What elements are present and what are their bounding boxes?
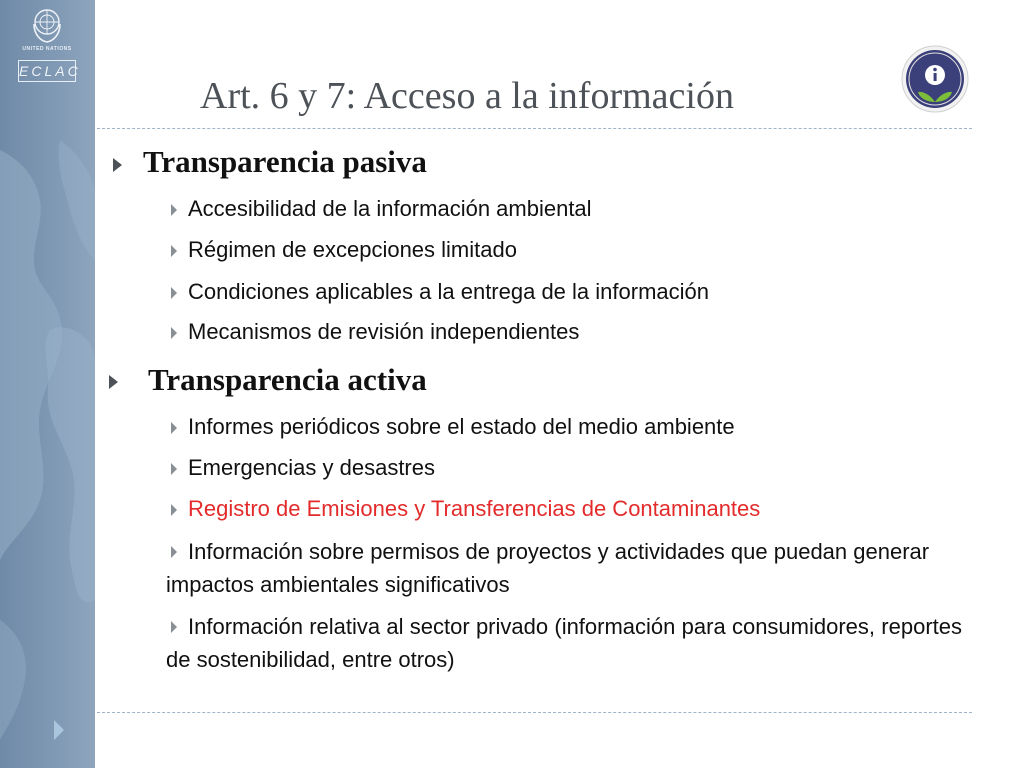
bullet-arrow-icon <box>112 158 124 172</box>
sub-bullet-arrow-icon <box>170 422 178 434</box>
un-logo-text: UNITED NATIONS <box>22 46 72 52</box>
sub-bullet-arrow-icon <box>170 287 178 299</box>
list-item: Información relativa al sector privado (información para consumidores, reportes de sostenibilidad, entre otros) <box>166 614 962 672</box>
sub-bullet-arrow-icon <box>170 504 178 516</box>
list-item: Emergencias y desastres <box>188 455 435 480</box>
sidebar-arrow-icon <box>52 718 66 742</box>
list-item: Mecanismos de revisión independientes <box>188 319 580 344</box>
eclac-logo: ECLAC <box>18 60 76 82</box>
list-item: Condiciones aplicables a la entrega de la información <box>188 279 709 304</box>
world-map-decoration <box>0 0 95 768</box>
list-item-highlighted: Registro de Emisiones y Transferencias de Contaminantes <box>188 496 761 521</box>
list-item: Información sobre permisos de proyectos y actividades que puedan generar impactos ambientales significativos <box>166 539 930 597</box>
footer-divider <box>97 712 972 713</box>
list-item: Informes periódicos sobre el estado del medio ambiente <box>188 414 735 439</box>
section-heading-activa: Transparencia activa <box>148 362 427 397</box>
un-emblem-icon <box>29 4 65 44</box>
sub-bullet-arrow-icon <box>170 245 178 257</box>
list-item: Régimen de excepciones limitado <box>188 237 517 262</box>
sub-bullet-arrow-icon <box>170 204 178 216</box>
list-item: Accesibilidad de la información ambiental <box>188 196 592 221</box>
title-divider <box>97 128 972 129</box>
slide-title: Art. 6 y 7: Acceso a la información <box>200 75 734 117</box>
bullet-arrow-icon <box>108 375 120 389</box>
info-badge <box>900 44 970 114</box>
section-heading-pasiva: Transparencia pasiva <box>143 144 427 179</box>
sub-bullet-arrow-icon <box>170 463 178 475</box>
sidebar <box>0 0 95 768</box>
sub-bullet-arrow-icon <box>170 327 178 339</box>
